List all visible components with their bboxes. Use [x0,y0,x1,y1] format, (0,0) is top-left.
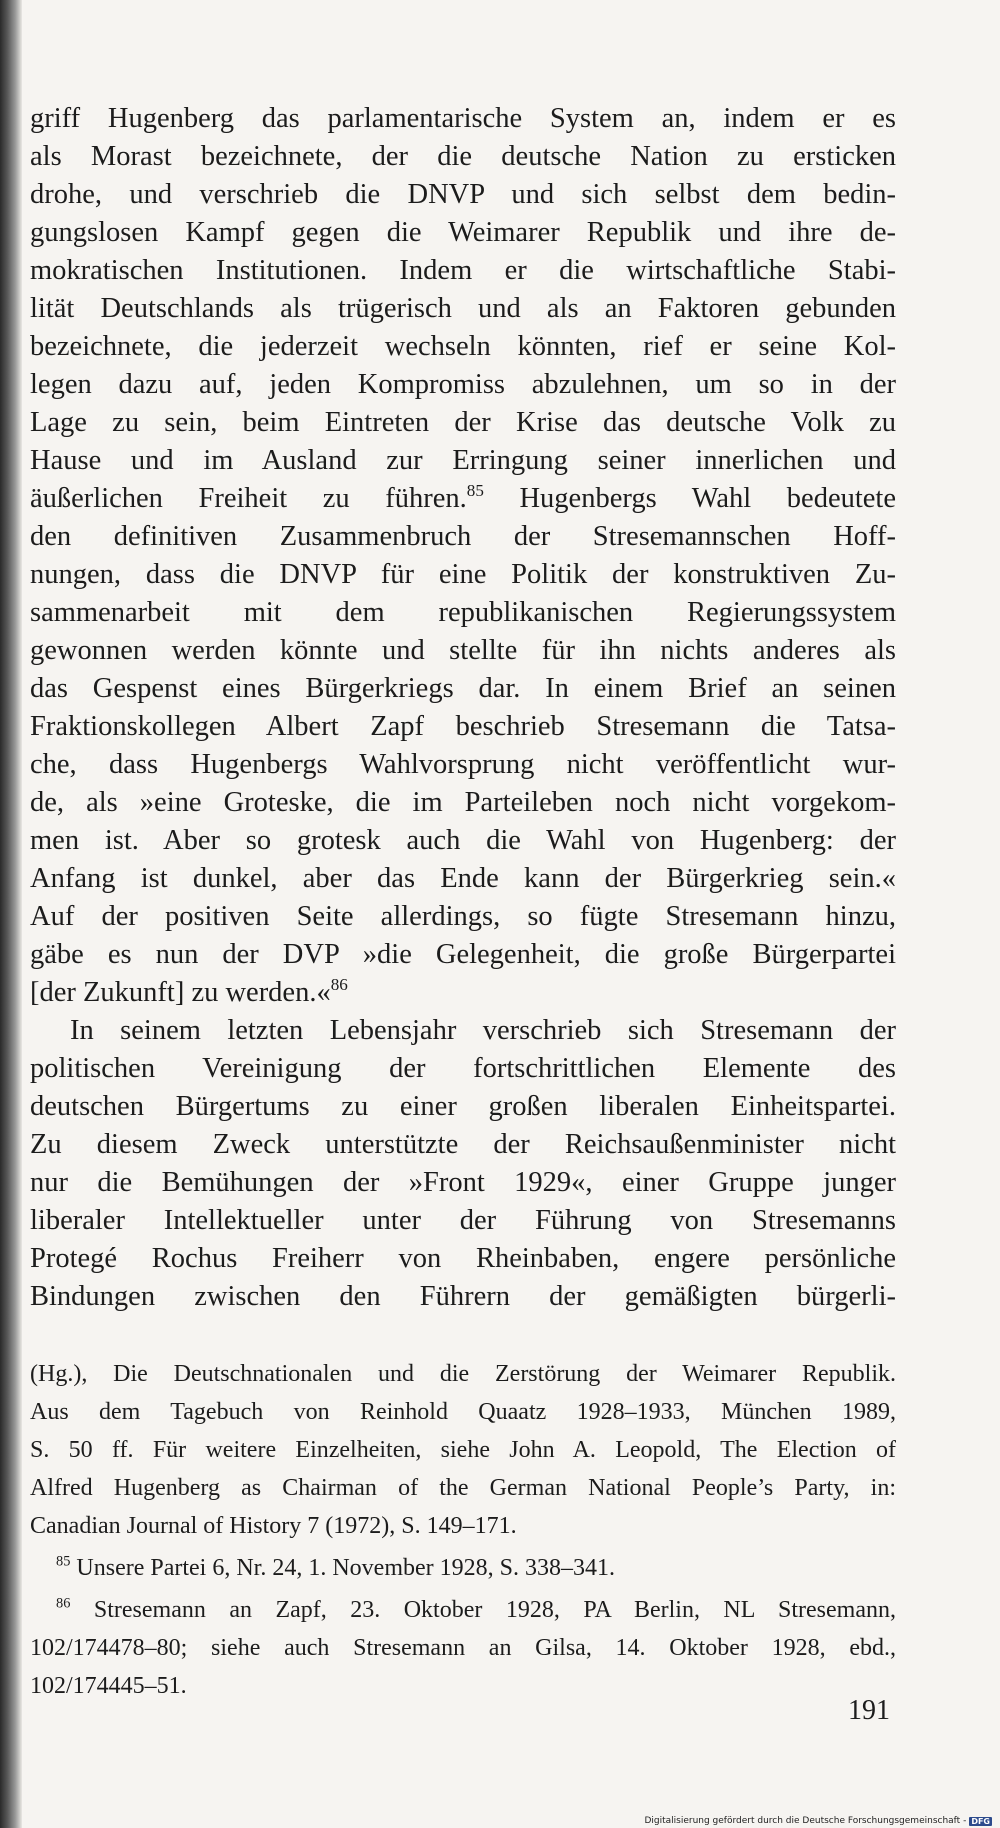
text-line: men ist. Aber so grotesk auch die Wahl von Hugenberg: der [30,825,896,856]
text-line: Hause und im Ausland zur Erringung seiner innerlichen und [30,445,896,476]
page-number: 191 [848,1695,890,1726]
text-line: den definitiven Zusammenbruch der Stresemannschen Hoff- [30,521,896,552]
text-line: deutschen Bürgertums zu einer großen liberalen Einheitspartei. [30,1091,896,1122]
dfg-logo-icon: DFG [971,1816,990,1826]
text-line: Anfang ist dunkel, aber das Ende kann der Bürgerkrieg sein.« [30,863,896,894]
footnote-line: (Hg.), Die Deutschnationalen und die Zerstörung der Weimarer Republik. [30,1361,896,1387]
footnote-text: Unsere Partei 6, Nr. 24, 1. November 1928, S. 338–341. [70,1555,615,1581]
text-line: Fraktionskollegen Albert Zapf beschrieb Stresemann die Tatsa- [30,711,896,742]
text-line: nungen, dass die DNVP für eine Politik der konstruktiven Zu- [30,559,896,590]
text-line: Zu diesem Zweck unterstützte der Reichsaußenminister nicht [30,1129,896,1160]
text-line: che, dass Hugenbergs Wahlvorsprung nicht veröffentlicht wur- [30,749,896,780]
text-segment: äußerlichen Freiheit zu führen. [30,483,467,514]
text-line: de, als »eine Groteske, die im Parteileben noch nicht vorgekom- [30,787,896,818]
text-line: gäbe es nun der DVP »die Gelegenheit, die große Bürgerpartei [30,939,896,970]
footnote-number: 85 [56,1553,71,1570]
text-line: legen dazu auf, jeden Kompromiss abzulehnen, um so in der [30,369,896,400]
footnote-text: Stresemann an Zapf, 23. Oktober 1928, PA Berlin, NL Stresemann, [70,1597,896,1623]
footnote-line: 102/174478–80; siehe auch Stresemann an Gilsa, 14. Oktober 1928, ebd., [30,1635,896,1661]
text-line: mokratischen Institutionen. Indem er die wirtschaftliche Stabi- [30,255,896,286]
text-line: liberaler Intellektueller unter der Führung von Stresemanns [30,1205,896,1236]
text-line: Bindungen zwischen den Führern der gemäßigten bürgerli- [30,1281,896,1312]
text-line [30,974,896,1012]
footnote-ref-85: 85 [466,480,484,500]
text-line: gewonnen werden könnte und stellte für ihn nichts anderes als [30,635,896,666]
text-segment: Hugenbergs Wahl bedeutete [483,483,896,514]
footnote-line: Aus dem Tagebuch von Reinhold Quaatz 1928–1933, München 1989, [30,1399,896,1425]
text-line: als Morast bezeichnete, der die deutsche Nation zu ersticken [30,141,896,172]
footnote-85 [30,1552,896,1590]
footnote-line: S. 50 ff. Für weitere Einzelheiten, siehe John A. Leopold, The Election of [30,1437,896,1463]
text-line: sammenarbeit mit dem republikanischen Regierungssystem [30,597,896,628]
text-line: politischen Vereinigung der fortschrittlichen Elemente des [30,1053,896,1084]
footnote-number: 86 [56,1595,71,1612]
text-line: gungslosen Kampf gegen die Weimarer Republik und ihre de- [30,217,896,248]
digitization-credit [644,1816,992,1826]
paragraph-start-line: In seinem letzten Lebensjahr verschrieb sich Stresemann der [70,1015,896,1046]
footnote-line: 102/174445–51. [30,1673,187,1699]
text-segment: [der Zukunft] zu werden.« [30,977,331,1008]
footnote-86 [30,1594,896,1632]
body-text [30,100,896,1316]
text-line: bezeichnete, die jederzeit wechseln könnten, rief er seine Kol- [30,331,896,362]
footnote-line: Alfred Hugenberg as Chairman of the German National People’s Party, in: [30,1475,896,1501]
text-line: Lage zu sein, beim Eintreten der Krise das deutsche Volk zu [30,407,896,438]
text-line: Auf der positiven Seite allerdings, so fügte Stresemann hinzu, [30,901,896,932]
text-line: drohe, und verschrieb die DNVP und sich selbst dem bedin- [30,179,896,210]
text-line: lität Deutschlands als trügerisch und als an Faktoren gebunden [30,293,896,324]
text-line: das Gespenst eines Bürgerkriegs dar. In einem Brief an seinen [30,673,896,704]
text-line [30,480,896,518]
book-spine-shadow [0,0,22,1828]
text-line: nur die Bemühungen der »Front 1929«, einer Gruppe junger [30,1167,896,1198]
credit-text: Digitalisierung gefördert durch die Deutsche Forschungsgemeinschaft - [644,1816,967,1826]
text-line: griff Hugenberg das parlamentarische System an, indem er es [30,103,896,134]
footnotes [30,1358,896,1708]
text-line: Protegé Rochus Freiherr von Rheinbaben, engere persönliche [30,1243,896,1274]
footnote-ref-86: 86 [330,974,348,994]
footnote-line: Canadian Journal of History 7 (1972), S. 149–171. [30,1513,517,1539]
